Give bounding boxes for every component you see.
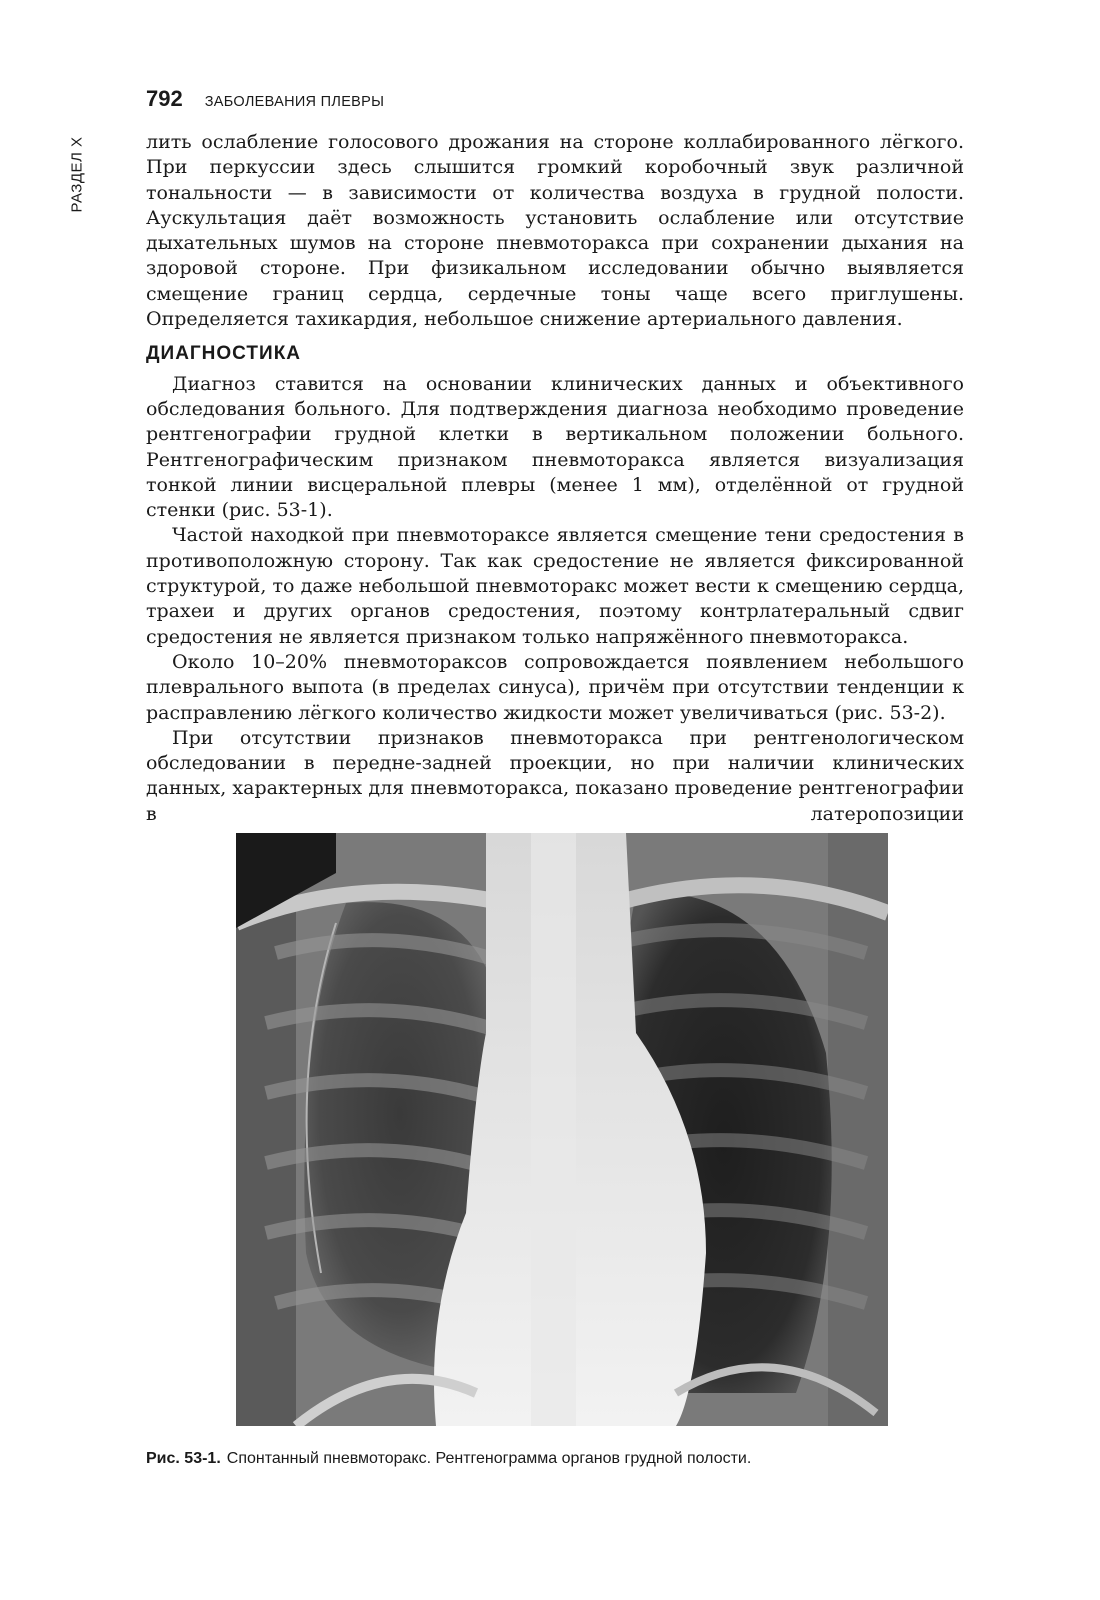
chest-xray-image bbox=[236, 833, 888, 1426]
figure-caption bbox=[146, 1450, 964, 1468]
running-title: ЗАБОЛЕВАНИЯ ПЛЕВРЫ bbox=[204, 94, 385, 110]
paragraph-4: При отсутствии признаков пневмоторакса при рентгенологическом обследовании в передне-задней проекции, но при наличии клинических данных, характерных для пневмоторакса, показано проведение рентгенографии в латеропозиции bbox=[146, 726, 964, 825]
figure-label: Рис. 53-1. bbox=[146, 1450, 221, 1467]
section-heading: ДИАГНОСТИКА bbox=[146, 343, 302, 365]
page-header bbox=[146, 86, 384, 112]
paragraph-3: Около 10–20% пневмотораксов сопровождается появлением небольшого плеврального выпота (в пределах синуса), причём при отсутствии тенденции к расправлению лёгкого количество жидкости может увеличиваться (рис. 53-2). bbox=[146, 650, 964, 724]
paragraph-1: Диагноз ставится на основании клинических данных и объективного обследования больного. Для подтверждения диагноза необходимо проведение рентгенографии грудной клетки в вертикальном положении больного. Рентгенографическим признаком пневмоторакса является визуализация тонкой линии висцеральной плевры (менее 1 мм), отделённой от грудной стенки (рис. 53-1). bbox=[146, 372, 964, 522]
page-number: 792 bbox=[146, 86, 183, 111]
figure-caption-text: Спонтанный пневмоторакс. Рентгенограмма органов грудной полости. bbox=[226, 1450, 752, 1467]
intro-paragraph: лить ослабление голосового дрожания на стороне коллабированного лёгкого. При перкуссии здесь слышится громкий коробочный звук различной тональности — в зависимости от количества воздуха в грудной полости. Аускультация даёт возможность установить ослабление или отсутствие дыхательных шумов на стороне пневмоторакса при сохранении дыхания на здоровой стороне. При физикальном исследовании обычно выявляется смещение границ сердца, сердечные тоны чаще всего приглушены. Определяется тахикардия, небольшое снижение артериального давления. bbox=[146, 131, 964, 331]
section-side-label: РАЗДЕЛ X bbox=[68, 135, 86, 213]
body-text bbox=[146, 130, 964, 827]
paragraph-2: Частой находкой при пневмотораксе является смещение тени средостения в противоположную сторону. Так как средостение не является фиксированной структурой, то даже небольшой пневмоторакс может вести к смещению сердца, трахеи и других органов средостения, поэтому контрлатеральный сдвиг средостения не является признаком только напряжённого пневмоторакса. bbox=[146, 524, 964, 648]
